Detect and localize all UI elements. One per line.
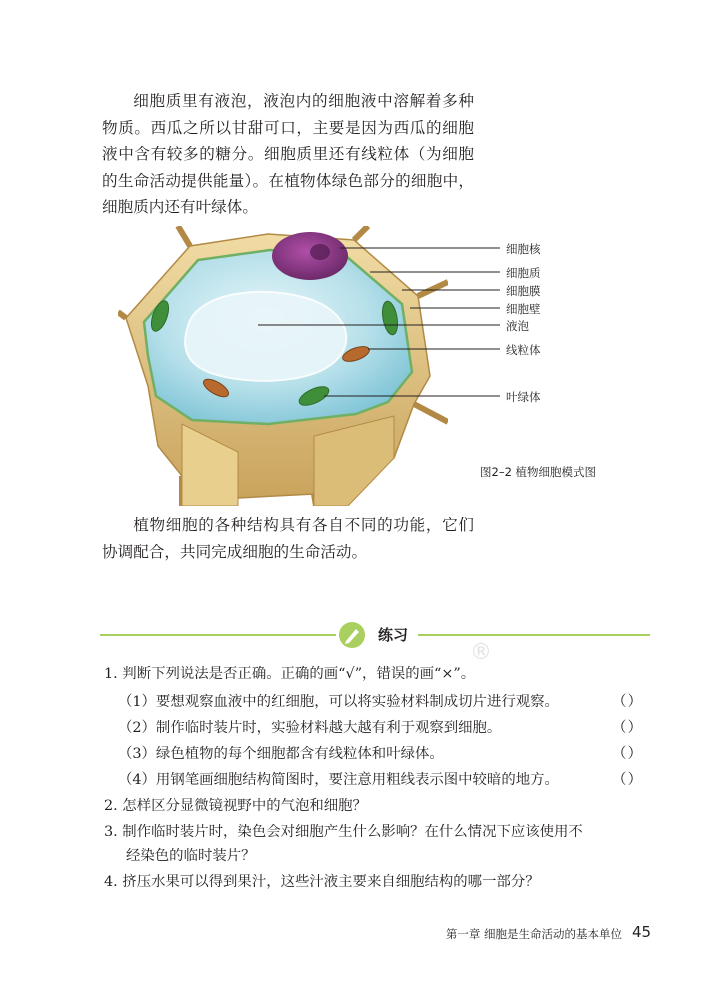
registered-watermark: ® — [470, 640, 492, 665]
label-cytoplasm: 细胞质 — [506, 266, 541, 280]
label-cell-wall: 细胞壁 — [506, 302, 541, 316]
question-1-item-3: （3）绿色植物的每个细胞都含有线粒体和叶绿体。 — [118, 746, 444, 762]
answer-blank-4[interactable]: （ ） — [612, 772, 642, 788]
question-3-line-1: 3. 制作临时装片时，染色会对细胞产生什么影响？在什么情况下应该使用不 — [104, 824, 583, 840]
question-1-item-2: （2）制作临时装片时，实验材料越大越有利于观察到细胞。 — [118, 720, 502, 736]
question-4: 4. 挤压水果可以得到果汁，这些汁液主要来自细胞结构的哪一部分？ — [104, 874, 540, 890]
label-nucleus: 细胞核 — [506, 242, 541, 256]
nucleus — [272, 232, 348, 280]
label-vacuole: 液泡 — [506, 319, 529, 333]
answer-blank-1[interactable]: （ ） — [612, 694, 642, 710]
question-2: 2. 怎样区分显微镜视野中的气泡和细胞？ — [104, 798, 367, 814]
question-1-item-1: （1）要想观察血液中的红细胞，可以将实验材料制成切片进行观察。 — [118, 694, 559, 710]
chapter-footer: 第一章 细胞是生命活动的基本单位 — [445, 927, 622, 941]
question-1-item-4: （4）用钢笔画细胞结构简图时，要注意用粗线表示图中较暗的地方。 — [118, 772, 559, 788]
divider-left — [100, 634, 336, 636]
page-number: 45 — [632, 923, 652, 941]
label-chloroplast: 叶绿体 — [506, 390, 541, 404]
question-1: 1. 判断下列说法是否正确。正确的画“√”，错误的画“×”。 — [104, 666, 476, 682]
question-3-line-2: 经染色的临时装片？ — [126, 848, 256, 864]
exercise-header — [100, 620, 650, 650]
plant-cell-illustration — [118, 226, 448, 506]
exercise-title: 练习 — [378, 626, 409, 644]
answer-blank-2[interactable]: （ ） — [612, 720, 642, 736]
answer-blank-3[interactable]: （ ） — [612, 746, 642, 762]
vacuole — [185, 292, 346, 381]
body-paragraph-1: 细胞质里有液泡，液泡内的细胞液中溶解着多种物质。西瓜之所以甘甜可口，主要是因为西瓜的细胞液中含有较多的糖分。细胞质里还有线粒体（为细胞的生命活动提供能量）。在植物体绿色部分的细胞中，细胞质内还有叶绿体。 — [102, 92, 474, 216]
divider-right — [418, 634, 650, 636]
label-cell-membrane: 细胞膜 — [506, 284, 541, 298]
pencil-leaf-icon — [338, 621, 366, 649]
label-mitochondria: 线粒体 — [506, 343, 541, 357]
body-paragraph-2: 植物细胞的各种结构具有各自不同的功能，它们协调配合，共同完成细胞的生命活动。 — [102, 516, 474, 561]
figure-caption: 图2–2 植物细胞模式图 — [480, 465, 597, 479]
